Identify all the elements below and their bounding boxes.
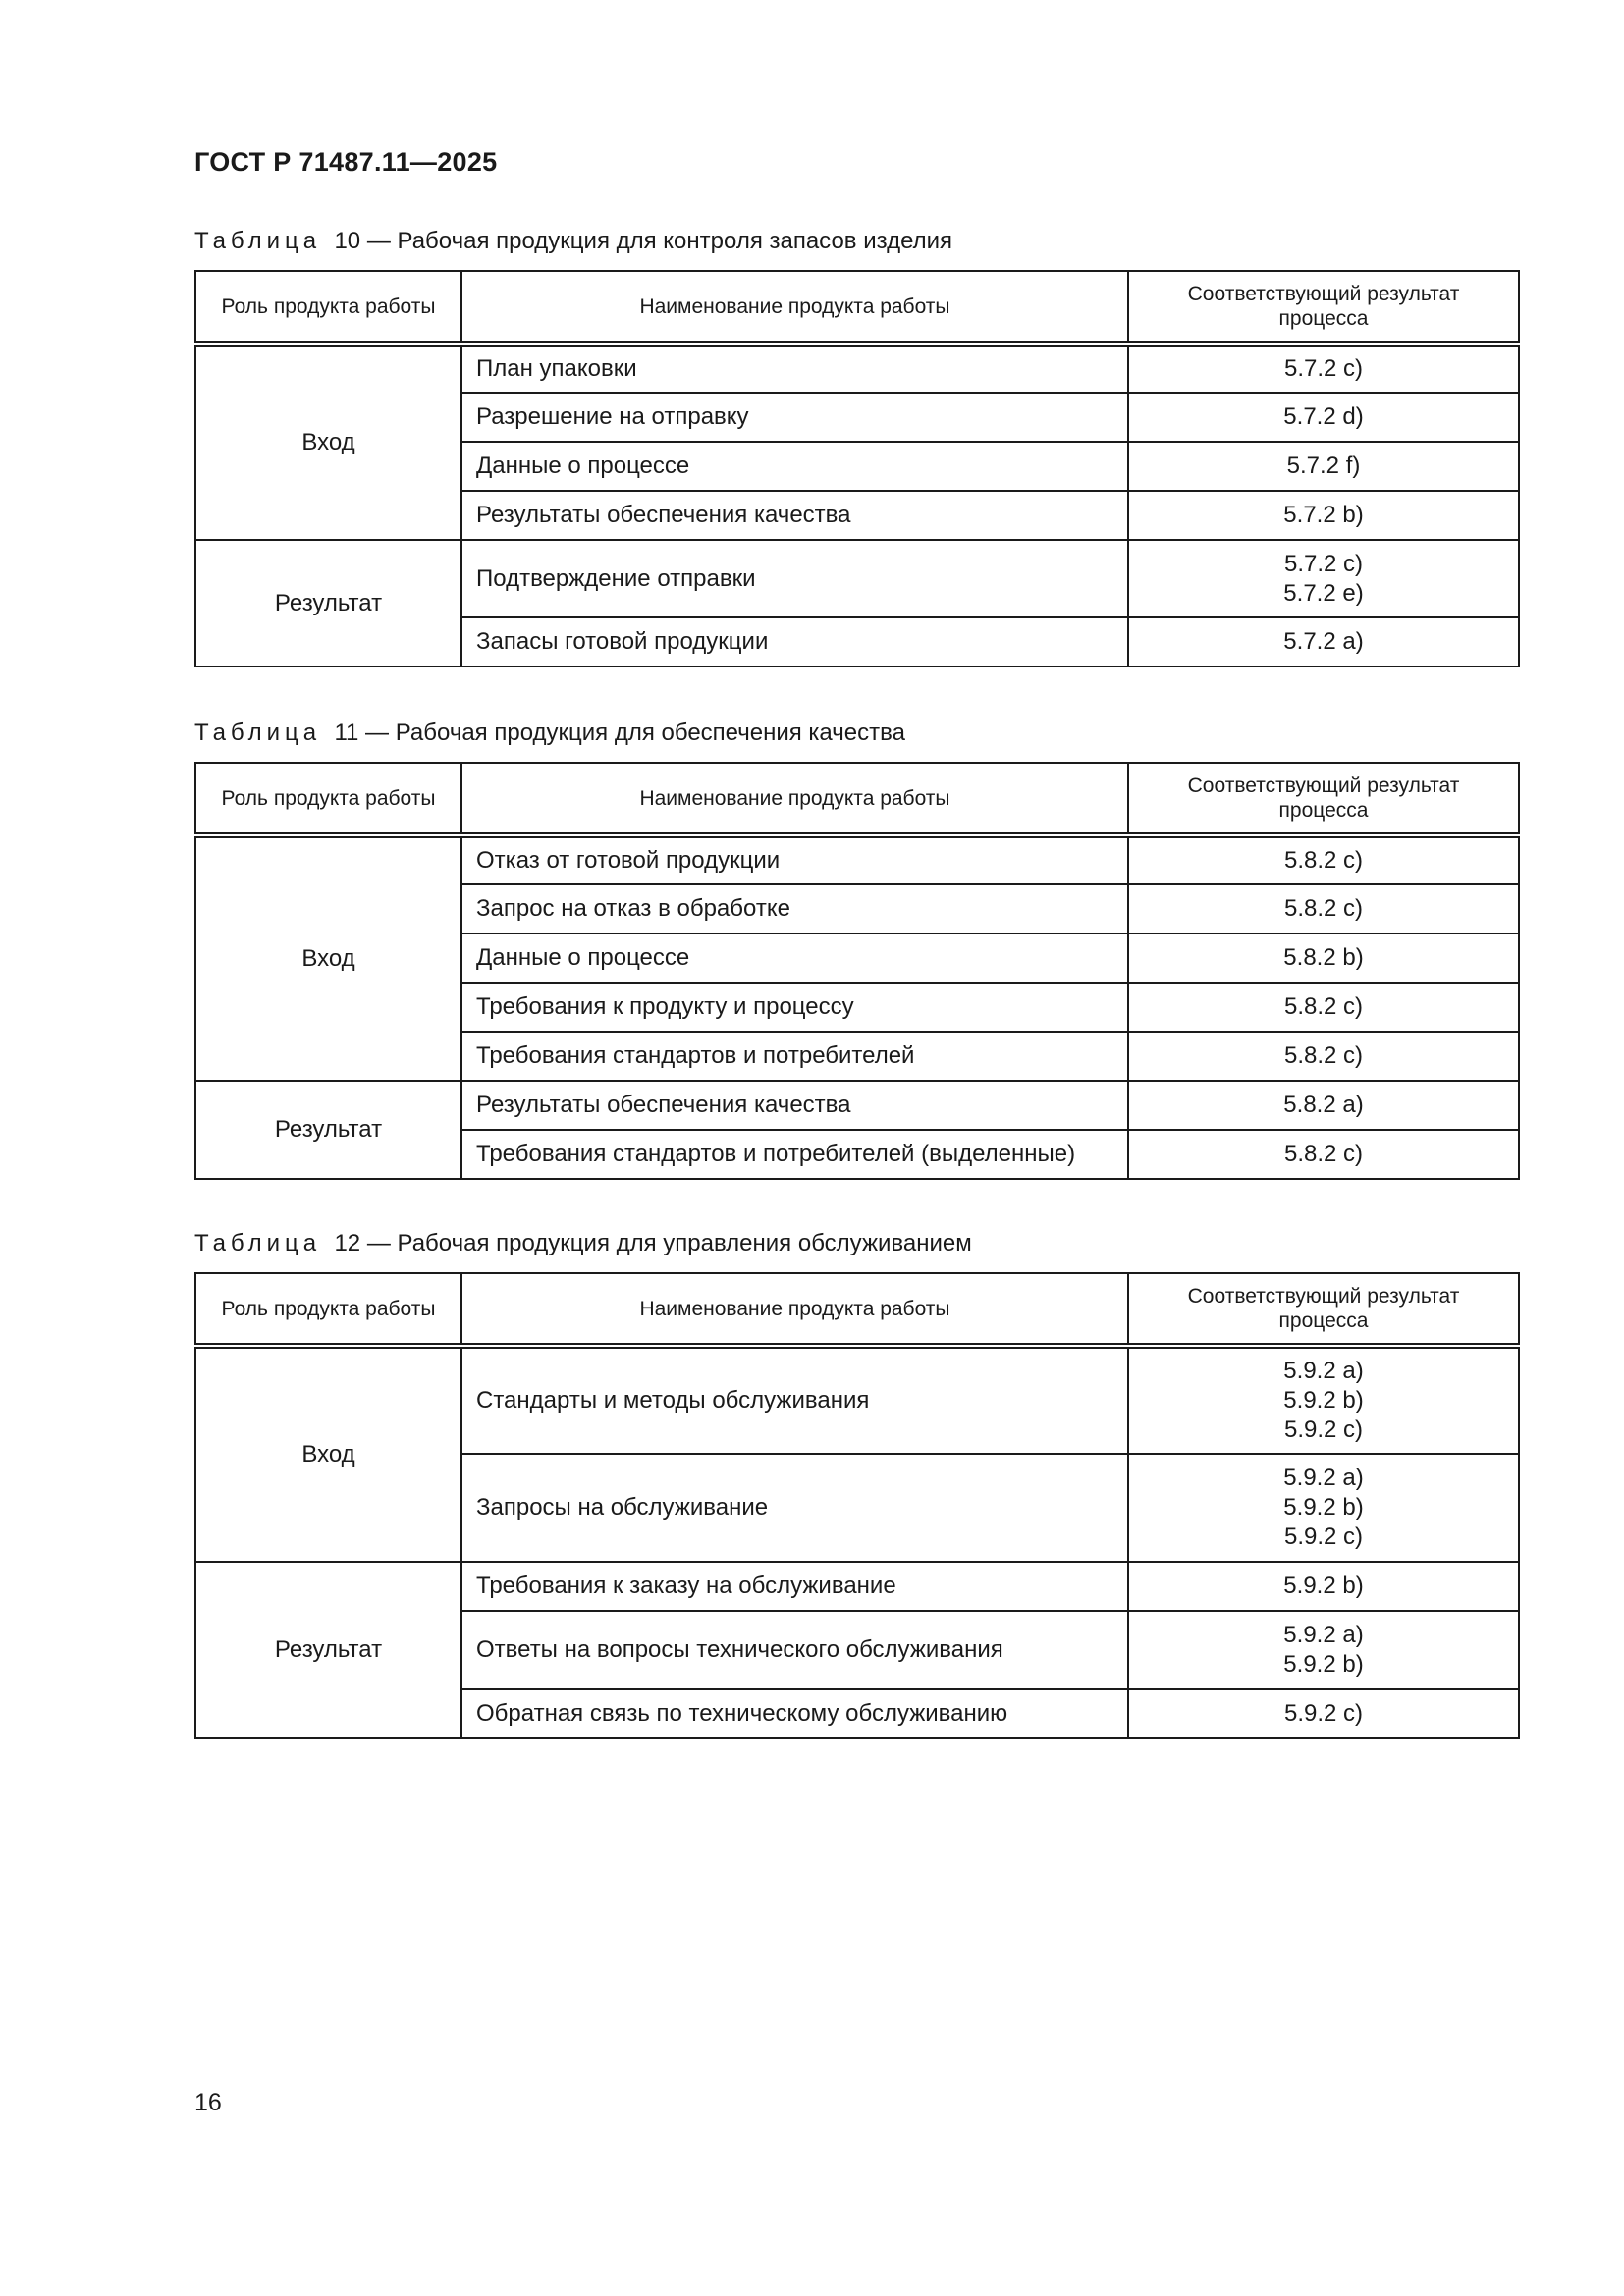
header-name: Наименование продукта работы <box>461 763 1128 835</box>
process-result: 5.8.2 c) <box>1128 983 1519 1032</box>
page-number: 16 <box>194 2089 222 2116</box>
process-result: 5.8.2 c) <box>1128 1032 1519 1081</box>
table-10-caption <box>194 228 952 255</box>
header-role: Роль продукта работы <box>195 271 461 344</box>
process-result: 5.7.2 a) <box>1128 617 1519 667</box>
result-line: 5.9.2 c) <box>1283 1523 1364 1550</box>
product-name: Обратная связь по техническому обслуживанию <box>461 1689 1128 1738</box>
result-line: 5.7.2 c) <box>1283 550 1364 577</box>
process-result: 5.8.2 a) <box>1128 1081 1519 1130</box>
product-name: Требования к продукту и процессу <box>461 983 1128 1032</box>
role-input: Вход <box>195 344 461 540</box>
process-result: 5.9.2 b) <box>1128 1562 1519 1611</box>
process-result <box>1128 1611 1519 1689</box>
table-title: 10 — Рабочая продукция для контроля запасов изделия <box>334 228 953 254</box>
table-11 <box>194 762 1520 1180</box>
product-name: Стандарты и методы обслуживания <box>461 1346 1128 1454</box>
table-header-row <box>195 763 1519 835</box>
result-line: 5.9.2 b) <box>1283 1387 1364 1414</box>
role-input: Вход <box>195 1346 461 1562</box>
result-line: 5.9.2 b) <box>1283 1651 1364 1678</box>
process-result: 5.9.2 c) <box>1128 1689 1519 1738</box>
document-id: ГОСТ Р 71487.11—2025 <box>194 147 498 177</box>
table-word: Таблица <box>194 228 322 254</box>
process-result: 5.7.2 d) <box>1128 393 1519 442</box>
header-name: Наименование продукта работы <box>461 1273 1128 1346</box>
table-12-caption <box>194 1230 972 1257</box>
product-name: Разрешение на отправку <box>461 393 1128 442</box>
table-word: Таблица <box>194 1230 322 1256</box>
product-name: Требования стандартов и потребителей <box>461 1032 1128 1081</box>
product-name: План упаковки <box>461 344 1128 393</box>
table-title: 11 — Рабочая продукция для обеспечения качества <box>334 720 905 746</box>
table-12 <box>194 1272 1520 1739</box>
table-word: Таблица <box>194 720 322 746</box>
product-name: Ответы на вопросы технического обслуживания <box>461 1611 1128 1689</box>
role-output: Результат <box>195 1081 461 1179</box>
product-name: Результаты обеспечения качества <box>461 1081 1128 1130</box>
product-name: Требования к заказу на обслуживание <box>461 1562 1128 1611</box>
header-result: Соответствующий результат процесса <box>1128 271 1519 344</box>
result-line: 5.9.2 c) <box>1283 1416 1364 1443</box>
table-title: 12 — Рабочая продукция для управления обслуживанием <box>334 1230 972 1256</box>
role-output: Результат <box>195 540 461 667</box>
process-result <box>1128 1346 1519 1454</box>
product-name: Результаты обеспечения качества <box>461 491 1128 540</box>
product-name: Подтверждение отправки <box>461 540 1128 617</box>
table-10 <box>194 270 1520 667</box>
table-header-row <box>195 271 1519 344</box>
result-line: 5.9.2 b) <box>1283 1494 1364 1521</box>
role-output: Результат <box>195 1562 461 1738</box>
table-11-caption <box>194 720 905 747</box>
table-row <box>195 1346 1519 1454</box>
product-name: Запрос на отказ в обработке <box>461 884 1128 934</box>
product-name: Данные о процессе <box>461 934 1128 983</box>
product-name: Требования стандартов и потребителей (выделенные) <box>461 1130 1128 1179</box>
process-result: 5.8.2 b) <box>1128 934 1519 983</box>
process-result: 5.8.2 c) <box>1128 835 1519 884</box>
product-name: Данные о процессе <box>461 442 1128 491</box>
table-row <box>195 1081 1519 1130</box>
header-result: Соответствующий результат процесса <box>1128 763 1519 835</box>
table-row <box>195 1562 1519 1611</box>
table-header-row <box>195 1273 1519 1346</box>
role-input: Вход <box>195 835 461 1081</box>
header-role: Роль продукта работы <box>195 763 461 835</box>
process-result <box>1128 540 1519 617</box>
process-result: 5.7.2 f) <box>1128 442 1519 491</box>
product-name: Отказ от готовой продукции <box>461 835 1128 884</box>
process-result: 5.7.2 b) <box>1128 491 1519 540</box>
table-row <box>195 835 1519 884</box>
process-result <box>1128 1454 1519 1562</box>
process-result: 5.8.2 c) <box>1128 884 1519 934</box>
result-line: 5.9.2 a) <box>1283 1622 1364 1648</box>
process-result: 5.8.2 c) <box>1128 1130 1519 1179</box>
process-result: 5.7.2 c) <box>1128 344 1519 393</box>
result-line: 5.9.2 a) <box>1283 1358 1364 1384</box>
result-line: 5.9.2 a) <box>1283 1465 1364 1491</box>
product-name: Запасы готовой продукции <box>461 617 1128 667</box>
product-name: Запросы на обслуживание <box>461 1454 1128 1562</box>
result-line: 5.7.2 e) <box>1283 579 1364 607</box>
table-row <box>195 540 1519 617</box>
header-role: Роль продукта работы <box>195 1273 461 1346</box>
header-result: Соответствующий результат процесса <box>1128 1273 1519 1346</box>
header-name: Наименование продукта работы <box>461 271 1128 344</box>
table-row <box>195 344 1519 393</box>
